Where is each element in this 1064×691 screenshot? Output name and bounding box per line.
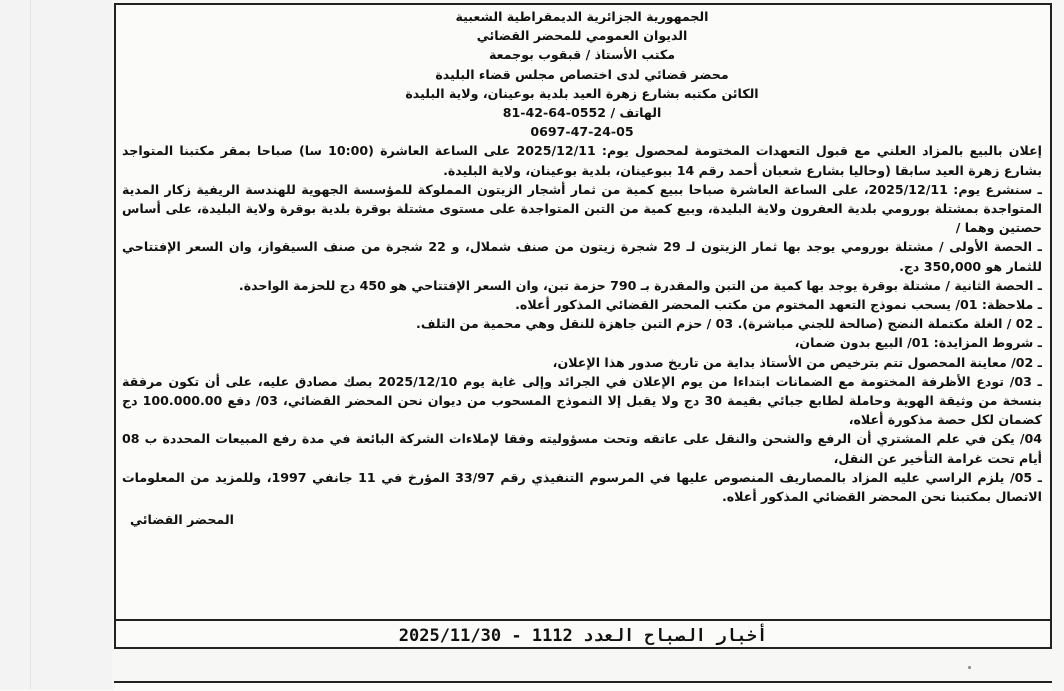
footer-divider [116, 619, 1050, 621]
signature-line: المحضر القضائي [130, 512, 234, 528]
note-one-paragraph: ـ ملاحظة: 01/ يسحب نموذج التعهد المختوم من مكتب المحضر القضائي المذكور أعلاه. [515, 297, 1042, 313]
start-paragraph: ـ سنشرع يوم: 2025/12/11، على الساعة العاشرة صباحا ببيع كمية من ثمار أشجار الزيتون المملوكة للمؤسسة الجهوية للهندسة الريفية زكار المدية المتواجدة بمشتلة بورومي بلدية العفرون ولاية البليدة، وبيع كمية من التبن المتواجدة على مستوى مشتلة بوقرة بلدية بوقرة ولاية البليدة، على أساس حصتين وهما / [122, 181, 1042, 236]
conditions-paragraph: ـ شروط المزايدة: 01/ البيع بدون ضمان، [794, 335, 1042, 351]
speck-mark [968, 666, 971, 669]
notice-frame [114, 3, 1052, 649]
publication-footer: أخبار الصباح العدد 1112 - 2025/11/30 [398, 626, 768, 646]
announcement-paragraph: إعلان بالبيع بالمزاد العلني مع قبول التعهدات المختومة لمحصول يوم: 2025/12/11 على الساعة العاشرة (10:00 سا) صباحا بمقر مكتبنا المتواجد بشارع زهرة العيد سابقا (وحاليا بشارع شعبان أحمد رقم 14 ببوعينان، بلدية بوعينان، ولاية البليدة. [122, 143, 1042, 178]
notice-body [122, 141, 1042, 529]
condition-four-paragraph: 04/ يكن في علم المشتري أن الرفع والشحن والنقل على عاتقه وتحت مسؤوليته وفقا لإملاءات الشركة البائعة في مدة رفع المبيعات المحددة ب 08 أيام تحت غرامة التأخير عن النقل، [122, 431, 1042, 466]
left-page-margin [0, 0, 112, 689]
legal-notice [122, 7, 1042, 607]
note-two-paragraph: ـ 02 / الغلة مكتملة النضج (صالحة للجني مباشرة). 03 / حزم التبن جاهزة للنقل وهي محمية من التلف. [416, 316, 1042, 332]
header-address: الكائن مكتبه بشارع زهرة العيد بلدية بوعينان، ولاية البليدة [405, 85, 759, 101]
header-republic: الجمهورية الجزائرية الديمقراطية الشعبية [455, 9, 709, 24]
lot-two-paragraph: ـ الحصة الثانية / مشتلة بوقرة يوجد بها كمية من التبن والمقدرة بـ 790 حزمة تبن، وان السعر الإفتتاحي هو 450 دج للحزمة الواحدة. [238, 277, 1042, 293]
notice-header [122, 7, 1042, 141]
header-jurisdiction: محضر قضائي لدى اختصاص مجلس قضاء البليدة [435, 66, 729, 82]
next-notice-border [114, 681, 1052, 691]
header-bureau: مكتب الأستاذ / قبقوب بوجمعة [488, 47, 676, 63]
condition-three-paragraph: ـ 03/ تودع الأظرفة المختومة مع الضمانات ابتداءا من يوم الإعلان في الجرائد وإلى غاية يوم 2025/12/10 بصك مصادق عليه، على أن تكون مرفقة بنسخة من وثيقة الهوية وحاملة لطابع جبائي بقيمة 30 دج ولا يقبل إلا النموذج المسحوب من ديوان نحن المحضر القضائي، 03/ دفع 100.000.00 دج كضمان لكل حصة مذكورة أعلاه، [122, 373, 1042, 428]
header-phone-alt: 0697-47-24-05 [530, 124, 634, 140]
margin-crease [30, 0, 31, 689]
condition-five-paragraph: ـ 05/ يلزم الراسي عليه المزاد بالمصاريف المنصوص عليها في المرسوم التنفيذي رقم 33/97 المؤرخ في 11 جانفي 1997، وللمزيد من المعلومات الاتصال بمكتبنا نحن المحضر القضائي المذكور أعلاه. [122, 469, 1042, 505]
condition-two-paragraph: ـ 02/ معاينة المحصول تتم بترخيص من الأستاذ بداية من تاريخ صدور هذا الإعلان، [552, 354, 1042, 370]
header-office: الديوان العمومي للمحضر القضائي [476, 28, 688, 44]
lot-one-paragraph: ـ الحصة الأولى / مشتلة بورومي يوجد بها ثمار الزيتون لـ 29 شجرة زيتون من صنف شملال، و 22 شجرة من صنف السيقواز، وان السعر الإفتتاحي للثمار هو 350,000 دج. [122, 239, 1042, 274]
header-phone: الهاتف / 0552-64-42-81 [502, 105, 662, 121]
